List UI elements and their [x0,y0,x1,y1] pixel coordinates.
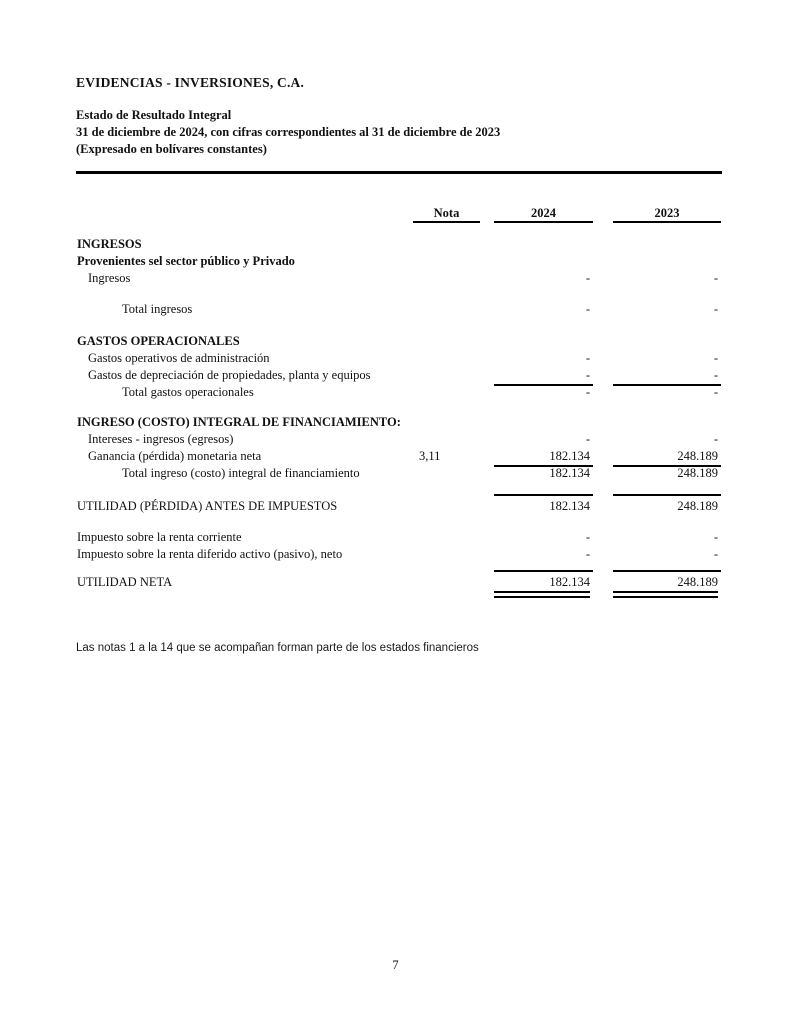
double-rule-2024 [494,591,593,598]
value-2024: 182.134 [549,466,590,480]
value-2023: 248.189 [677,499,718,513]
row-label: Total ingreso (costo) integral de financiamiento [122,466,360,480]
row-label: INGRESO (COSTO) INTEGRAL DE FINANCIAMIENTO: [77,415,401,429]
title-block [76,107,500,158]
company-name: EVIDENCIAS - INVERSIONES, C.A. [76,75,305,90]
double-rule-row [76,591,721,599]
value-2024: - [494,367,593,386]
double-rule-2023 [613,591,721,598]
value-2024: - [585,351,590,365]
value-2024: - [585,271,590,285]
table-row [76,431,721,448]
spacer [76,318,721,333]
table-row [76,529,721,546]
spacer [76,287,721,301]
value-2024: 182.134 [494,448,593,467]
table-row-result [76,498,721,515]
table-row-section [76,333,721,350]
spacer [76,563,721,570]
value-2023: 248.189 [613,448,721,467]
value-2024: - [585,385,590,399]
value-2024: - [585,547,590,561]
column-header-nota: Nota [413,205,480,223]
table-row [76,270,721,287]
value-2023: 248.189 [677,575,718,589]
row-label: UTILIDAD NETA [77,575,173,589]
row-label: Impuesto sobre la renta corriente [77,530,242,544]
value-2023: - [713,351,718,365]
table-row [76,350,721,367]
notes-footnote: Las notas 1 a la 14 que se acompañan forman parte de los estados financieros [76,642,479,654]
row-label: UTILIDAD (PÉRDIDA) ANTES DE IMPUESTOS [77,499,338,513]
row-label: Gastos operativos de administración [88,351,270,365]
row-label: INGRESOS [77,237,142,251]
table-row [76,546,721,563]
value-2024: - [585,432,590,446]
spacer [76,482,721,494]
value-2023: - [713,302,718,316]
table-row-section [76,414,721,431]
row-label: Total gastos operacionales [122,385,254,399]
value-2023: - [713,547,718,561]
row-label: Ganancia (pérdida) monetaria neta [88,449,262,463]
table-row-total [76,384,721,401]
row-label: Ingresos [88,271,131,285]
value-2023: - [713,271,718,285]
table-row [76,448,721,465]
row-label: Provenientes sel sector público y Privado [77,254,295,268]
header-rule [76,171,722,174]
row-label: Total ingresos [122,302,193,316]
table-row-total [76,465,721,482]
row-label: GASTOS OPERACIONALES [77,334,240,348]
column-header-row [76,205,721,221]
value-2023: 248.189 [677,466,718,480]
statement-title: Estado de Resultado Integral [76,108,232,122]
spacer [76,221,721,236]
row-label: Impuesto sobre la renta diferido activo (pasivo), neto [77,547,343,561]
table-row-section [76,236,721,253]
value-2024: - [585,530,590,544]
spacer [76,515,721,529]
currency-note: (Expresado en bolívares constantes) [76,142,267,156]
income-statement-table [76,205,721,599]
spacer [76,401,721,414]
table-row [76,367,721,384]
table-row-section [76,253,721,270]
row-label: Gastos de depreciación de propiedades, planta y equipos [88,368,371,382]
page-number: 7 [392,958,399,972]
value-2023: - [613,367,721,386]
table-row-total [76,301,721,318]
table-row-result [76,574,721,591]
row-label: Intereses - ingresos (egresos) [88,432,234,446]
statement-period: 31 de diciembre de 2024, con cifras correspondientes al 31 de diciembre de 2023 [76,125,501,139]
value-2023: - [713,432,718,446]
value-2023: - [713,385,718,399]
nota-cell: 3,11 [419,449,441,463]
column-header-2023: 2023 [613,205,721,223]
value-2023: - [713,530,718,544]
value-2024: 182.134 [549,499,590,513]
column-header-2024: 2024 [494,205,593,223]
value-2024: 182.134 [549,575,590,589]
value-2024: - [585,302,590,316]
